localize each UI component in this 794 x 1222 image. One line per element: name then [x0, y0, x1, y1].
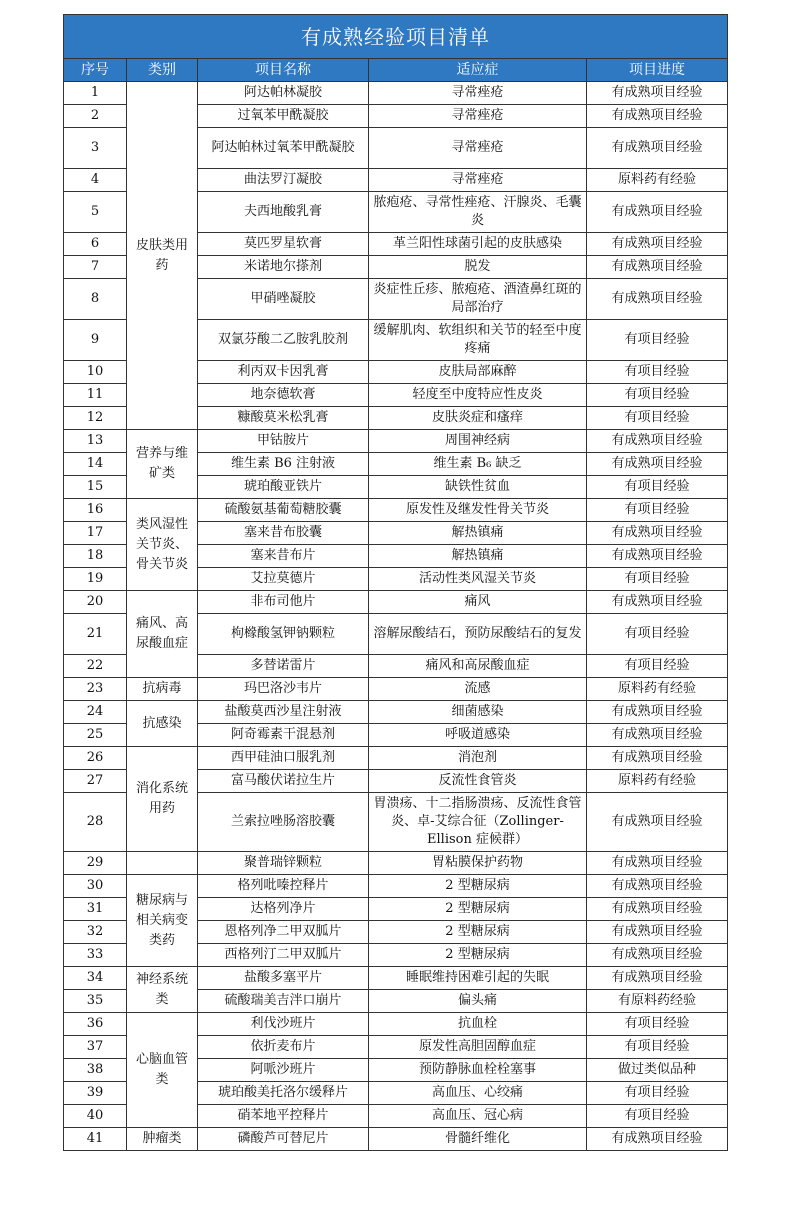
project-name: 米诺地尔搽剂: [198, 256, 369, 279]
project-name: 琥珀酸亚铁片: [198, 476, 369, 499]
project-name: 多替诺雷片: [198, 655, 369, 678]
indication: 轻度至中度特应性皮炎: [369, 384, 587, 407]
table-row: [64, 1013, 728, 1036]
header-progress: 项目进度: [587, 59, 728, 82]
table-row: [64, 499, 728, 522]
progress: 有成熟项目经验: [587, 430, 728, 453]
project-name: 阿哌沙班片: [198, 1059, 369, 1082]
progress: 原料药有经验: [587, 770, 728, 793]
indication: 缺铁性贫血: [369, 476, 587, 499]
progress: 有项目经验: [587, 476, 728, 499]
project-name: 聚普瑞锌颗粒: [198, 852, 369, 875]
project-name: 琥珀酸美托洛尔缓释片: [198, 1082, 369, 1105]
row-number: 27: [64, 770, 127, 793]
row-number: 25: [64, 724, 127, 747]
row-number: 23: [64, 678, 127, 701]
indication: 解热镇痛: [369, 522, 587, 545]
category-cell: 营养与维矿类: [127, 430, 198, 499]
indication: 胃粘膜保护药物: [369, 852, 587, 875]
project-name: 维生素 B6 注射液: [198, 453, 369, 476]
project-name: 硝苯地平控释片: [198, 1105, 369, 1128]
project-name: 甲钴胺片: [198, 430, 369, 453]
progress: 有项目经验: [587, 1036, 728, 1059]
progress: 有成熟项目经验: [587, 233, 728, 256]
progress: 有成熟项目经验: [587, 82, 728, 105]
project-name: 利伐沙班片: [198, 1013, 369, 1036]
project-name: 格列吡嗪控释片: [198, 875, 369, 898]
progress: 有成熟项目经验: [587, 921, 728, 944]
table-row: [64, 430, 728, 453]
project-name: 利丙双卡因乳膏: [198, 361, 369, 384]
row-number: 19: [64, 568, 127, 591]
table-row: [64, 701, 728, 724]
indication: 高血压、心绞痛: [369, 1082, 587, 1105]
indication: 流感: [369, 678, 587, 701]
category-cell: 抗病毒: [127, 678, 198, 701]
indication: 皮肤局部麻醉: [369, 361, 587, 384]
indication: 预防静脉血栓栓塞事: [369, 1059, 587, 1082]
progress: 有项目经验: [587, 1013, 728, 1036]
indication: 脓疱疮、寻常性痤疮、汗腺炎、毛囊炎: [369, 192, 587, 233]
header-category: 类别: [127, 59, 198, 82]
progress: 有成熟项目经验: [587, 591, 728, 614]
table-row: [64, 747, 728, 770]
indication: 活动性类风湿关节炎: [369, 568, 587, 591]
project-name: 过氧苯甲酰凝胶: [198, 105, 369, 128]
project-name: 甲硝唑凝胶: [198, 279, 369, 320]
project-name: 西格列汀二甲双胍片: [198, 944, 369, 967]
progress: 有成熟项目经验: [587, 747, 728, 770]
project-name: 盐酸多塞平片: [198, 967, 369, 990]
category-cell: 消化系统用药: [127, 747, 198, 852]
progress: 有成熟项目经验: [587, 192, 728, 233]
row-number: 37: [64, 1036, 127, 1059]
progress: 有成熟项目经验: [587, 875, 728, 898]
row-number: 9: [64, 320, 127, 361]
indication: 高血压、冠心病: [369, 1105, 587, 1128]
row-number: 7: [64, 256, 127, 279]
indication: 维生素 B₆ 缺乏: [369, 453, 587, 476]
progress: 有项目经验: [587, 384, 728, 407]
indication: 寻常痤疮: [369, 128, 587, 169]
category-cell: 抗感染: [127, 701, 198, 747]
row-number: 30: [64, 875, 127, 898]
project-name: 依折麦布片: [198, 1036, 369, 1059]
project-name: 曲法罗汀凝胶: [198, 169, 369, 192]
progress: 有成熟项目经验: [587, 852, 728, 875]
project-name: 盐酸莫西沙星注射液: [198, 701, 369, 724]
project-name: 塞来昔布胶囊: [198, 522, 369, 545]
indication: 痛风: [369, 591, 587, 614]
row-number: 36: [64, 1013, 127, 1036]
progress: 有项目经验: [587, 320, 728, 361]
progress: 有成熟项目经验: [587, 545, 728, 568]
project-name: 硫酸瑞美吉泮口崩片: [198, 990, 369, 1013]
row-number: 31: [64, 898, 127, 921]
indication: 原发性高胆固醇血症: [369, 1036, 587, 1059]
project-name: 糠酸莫米松乳膏: [198, 407, 369, 430]
progress: 有成熟项目经验: [587, 453, 728, 476]
indication: 骨髓纤维化: [369, 1128, 587, 1151]
category-cell: 类风湿性关节炎、骨关节炎: [127, 499, 198, 591]
project-name: 达格列净片: [198, 898, 369, 921]
table-body: [64, 82, 728, 1151]
project-name: 阿奇霉素干混悬剂: [198, 724, 369, 747]
indication: 革兰阳性球菌引起的皮肤感染: [369, 233, 587, 256]
indication: 寻常痤疮: [369, 82, 587, 105]
progress: 有原料药经验: [587, 990, 728, 1013]
indication: 寻常痤疮: [369, 169, 587, 192]
progress: 有成熟项目经验: [587, 701, 728, 724]
indication: 皮肤炎症和瘙痒: [369, 407, 587, 430]
indication: 2 型糖尿病: [369, 875, 587, 898]
category-cell: 痛风、高尿酸血症: [127, 591, 198, 678]
row-number: 33: [64, 944, 127, 967]
table-title: 有成熟经验项目清单: [64, 15, 728, 59]
row-number: 32: [64, 921, 127, 944]
row-number: 12: [64, 407, 127, 430]
progress: 有成熟项目经验: [587, 1128, 728, 1151]
table-row: [64, 591, 728, 614]
category-cell: 神经系统类: [127, 967, 198, 1013]
category-cell: 心脑血管类: [127, 1013, 198, 1128]
row-number: 13: [64, 430, 127, 453]
row-number: 17: [64, 522, 127, 545]
category-cell: [127, 852, 198, 875]
project-name: 地奈德软膏: [198, 384, 369, 407]
project-name: 兰索拉唑肠溶胶囊: [198, 793, 369, 852]
progress: 有项目经验: [587, 407, 728, 430]
table-row: [64, 967, 728, 990]
row-number: 4: [64, 169, 127, 192]
indication: 周围神经病: [369, 430, 587, 453]
indication: 细菌感染: [369, 701, 587, 724]
progress: 有成熟项目经验: [587, 522, 728, 545]
indication: 消泡剂: [369, 747, 587, 770]
progress: 有成熟项目经验: [587, 898, 728, 921]
category-cell: 糖尿病与相关病变类药: [127, 875, 198, 967]
indication: 脱发: [369, 256, 587, 279]
row-number: 22: [64, 655, 127, 678]
project-name: 双氯芬酸二乙胺乳胶剂: [198, 320, 369, 361]
project-name: 玛巴洛沙韦片: [198, 678, 369, 701]
project-name: 非布司他片: [198, 591, 369, 614]
progress: 有成熟项目经验: [587, 793, 728, 852]
progress: 有成熟项目经验: [587, 256, 728, 279]
table-row: [64, 82, 728, 105]
indication: 反流性食管炎: [369, 770, 587, 793]
project-name: 枸橼酸氢钾钠颗粒: [198, 614, 369, 655]
indication: 炎症性丘疹、脓疱疮、酒渣鼻红斑的局部治疗: [369, 279, 587, 320]
row-number: 14: [64, 453, 127, 476]
row-number: 11: [64, 384, 127, 407]
progress: 有成熟项目经验: [587, 128, 728, 169]
indication: 呼吸道感染: [369, 724, 587, 747]
row-number: 24: [64, 701, 127, 724]
header-indication: 适应症: [369, 59, 587, 82]
project-name: 艾拉莫德片: [198, 568, 369, 591]
indication: 抗血栓: [369, 1013, 587, 1036]
indication: 原发性及继发性骨关节炎: [369, 499, 587, 522]
row-number: 35: [64, 990, 127, 1013]
row-number: 34: [64, 967, 127, 990]
row-number: 8: [64, 279, 127, 320]
progress: 有项目经验: [587, 499, 728, 522]
indication: 2 型糖尿病: [369, 898, 587, 921]
project-name: 阿达帕林凝胶: [198, 82, 369, 105]
row-number: 26: [64, 747, 127, 770]
progress: 有项目经验: [587, 1105, 728, 1128]
row-number: 6: [64, 233, 127, 256]
table-row: [64, 1128, 728, 1151]
row-number: 40: [64, 1105, 127, 1128]
progress: 有项目经验: [587, 655, 728, 678]
table-row: [64, 678, 728, 701]
progress: 有成熟项目经验: [587, 967, 728, 990]
indication: 2 型糖尿病: [369, 944, 587, 967]
indication: 寻常痤疮: [369, 105, 587, 128]
indication: 胃溃疡、十二指肠溃疡、反流性食管炎、卓-艾综合征（Zollinger-Ellison 症候群）: [369, 793, 587, 852]
progress: 有项目经验: [587, 568, 728, 591]
project-name: 阿达帕林过氧苯甲酰凝胶: [198, 128, 369, 169]
header-no: 序号: [64, 59, 127, 82]
project-name: 富马酸伏诺拉生片: [198, 770, 369, 793]
indication: 缓解肌肉、软组织和关节的轻至中度疼痛: [369, 320, 587, 361]
progress: 有成熟项目经验: [587, 105, 728, 128]
table-row: [64, 852, 728, 875]
category-cell: 肿瘤类: [127, 1128, 198, 1151]
progress: 有项目经验: [587, 1082, 728, 1105]
project-name: 硫酸氨基葡萄糖胶囊: [198, 499, 369, 522]
row-number: 10: [64, 361, 127, 384]
progress: 原料药有经验: [587, 169, 728, 192]
project-name: 莫匹罗星软膏: [198, 233, 369, 256]
header-project-name: 项目名称: [198, 59, 369, 82]
row-number: 28: [64, 793, 127, 852]
row-number: 20: [64, 591, 127, 614]
row-number: 29: [64, 852, 127, 875]
progress: 原料药有经验: [587, 678, 728, 701]
progress: 有项目经验: [587, 614, 728, 655]
progress: 有成熟项目经验: [587, 279, 728, 320]
project-name: 恩格列净二甲双胍片: [198, 921, 369, 944]
progress: 有项目经验: [587, 361, 728, 384]
progress: 有成熟项目经验: [587, 724, 728, 747]
row-number: 18: [64, 545, 127, 568]
table-row: [64, 875, 728, 898]
row-number: 1: [64, 82, 127, 105]
project-table: [63, 14, 728, 1151]
row-number: 38: [64, 1059, 127, 1082]
indication: 睡眠维持困难引起的失眠: [369, 967, 587, 990]
project-name: 塞来昔布片: [198, 545, 369, 568]
indication: 溶解尿酸结石，预防尿酸结石的复发: [369, 614, 587, 655]
row-number: 5: [64, 192, 127, 233]
row-number: 2: [64, 105, 127, 128]
row-number: 15: [64, 476, 127, 499]
indication: 偏头痛: [369, 990, 587, 1013]
progress: 有成熟项目经验: [587, 944, 728, 967]
project-name: 夫西地酸乳膏: [198, 192, 369, 233]
project-name: 磷酸芦可替尼片: [198, 1128, 369, 1151]
row-number: 3: [64, 128, 127, 169]
category-cell: 皮肤类用药: [127, 82, 198, 430]
row-number: 21: [64, 614, 127, 655]
indication: 2 型糖尿病: [369, 921, 587, 944]
indication: 痛风和高尿酸血症: [369, 655, 587, 678]
row-number: 41: [64, 1128, 127, 1151]
progress: 做过类似品种: [587, 1059, 728, 1082]
row-number: 39: [64, 1082, 127, 1105]
project-name: 西甲硅油口服乳剂: [198, 747, 369, 770]
indication: 解热镇痛: [369, 545, 587, 568]
document: [63, 14, 727, 1151]
row-number: 16: [64, 499, 127, 522]
